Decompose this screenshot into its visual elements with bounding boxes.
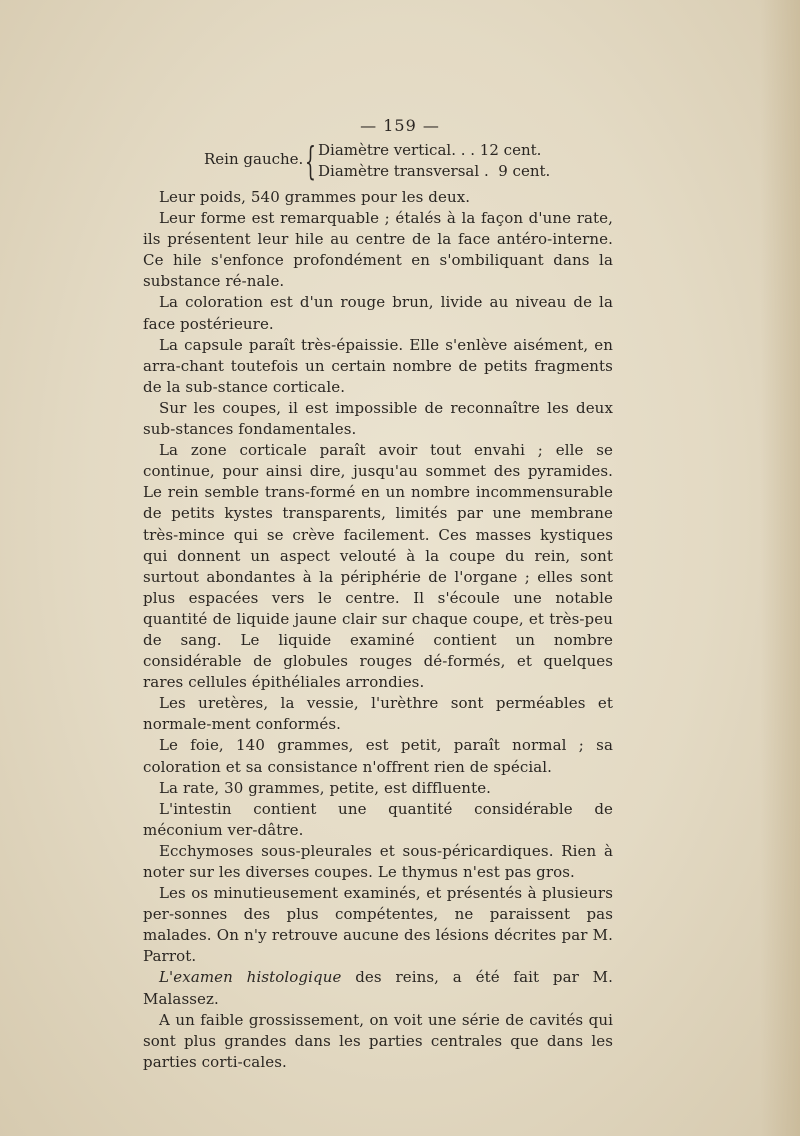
rein-gauche-label: Rein gauche. <box>204 150 304 168</box>
final-paragraph: A un faible grossissement, on voit une série de cavités qui sont plus grandes dans les parties centrales que dans les parties corti-cales. <box>143 1010 613 1071</box>
paragraph: Les uretères, la vessie, l'urèthre sont perméables et normale-ment conformés. <box>143 694 613 734</box>
paragraph: Les os minutieusement examinés, et présentés à plusieurs per-sonnes des plus compétentes, ne paraissent pas malades. On n'y retrouve aucune des lésions décrites par M. Parrot. <box>143 884 613 966</box>
curly-brace: { <box>305 139 316 183</box>
paragraph: Ecchymoses sous-pleurales et sous-péricardiques. Rien à noter sur les diverses coupes. Le thymus n'est pas gros. <box>143 841 613 881</box>
paragraph: Leur forme est remarquable ; étalés à la façon d'une rate, ils présentent leur hile au centre de la face antéro-interne. Ce hile s'enfonce profondément en s'ombiliquant dans la substance ré-nale. <box>143 209 613 291</box>
vertical-diameter-row: Diamètre vertical. . . 12 cent. <box>318 141 542 159</box>
paragraph: Leur poids, 540 grammes pour les deux. <box>159 188 471 206</box>
paragraph: La zone corticale paraît avoir tout envahi ; elle se continue, pour ainsi dire, jusqu'au sommet des pyramides. Le rein semble trans-formé en un nombre incommensurable de petits kystes transparents, limités par une membrane très-mince qui se crève facilement. Ces masses kystiques qui donnent un aspect velouté à la coupe du rein, sont surtout abondantes à la périphérie de l'organe ; elles sont plus espacées vers le centre. Il s'écoule une notable quantité de liquide jaune clair sur chaque coupe, et très-peu de sang. Le liquide examiné contient un nombre considérable de globules rouges dé-formés, et quelques rares cellules épithéliales arrondies. <box>143 441 613 692</box>
histology-rest: des reins, a été fait par M. Malassez. <box>143 968 614 1008</box>
body-text <box>143 187 613 1073</box>
paragraph: Le foie, 140 grammes, est petit, paraît normal ; sa coloration et sa consistance n'offrent rien de spécial. <box>143 736 613 776</box>
paragraph: La coloration est d'un rouge brun, livide au niveau de la face postérieure. <box>143 293 613 333</box>
histology-paragraph <box>143 967 613 1009</box>
transverse-diameter-row: Diamètre transversal . 9 cent. <box>318 162 551 180</box>
page-edge-shading <box>760 0 800 1136</box>
page-number: — 159 — <box>360 116 440 135</box>
paragraph: La rate, 30 grammes, petite, est diffluente. <box>159 778 492 797</box>
italic-lead: L'examen histologique <box>159 968 342 987</box>
paragraph: L'intestin contient une quantité considérable de méconium ver-dâtre. <box>143 799 613 839</box>
kidney-dimensions <box>204 141 564 187</box>
paragraph: Sur les coupes, il est impossible de reconnaître les deux sub-stances fondamentales. <box>143 398 613 439</box>
paragraph: La capsule paraît très-épaissie. Elle s'enlève aisément, en arra-chant toutefois un certain nombre de petits fragments de la sub-stance corticale. <box>143 335 613 396</box>
